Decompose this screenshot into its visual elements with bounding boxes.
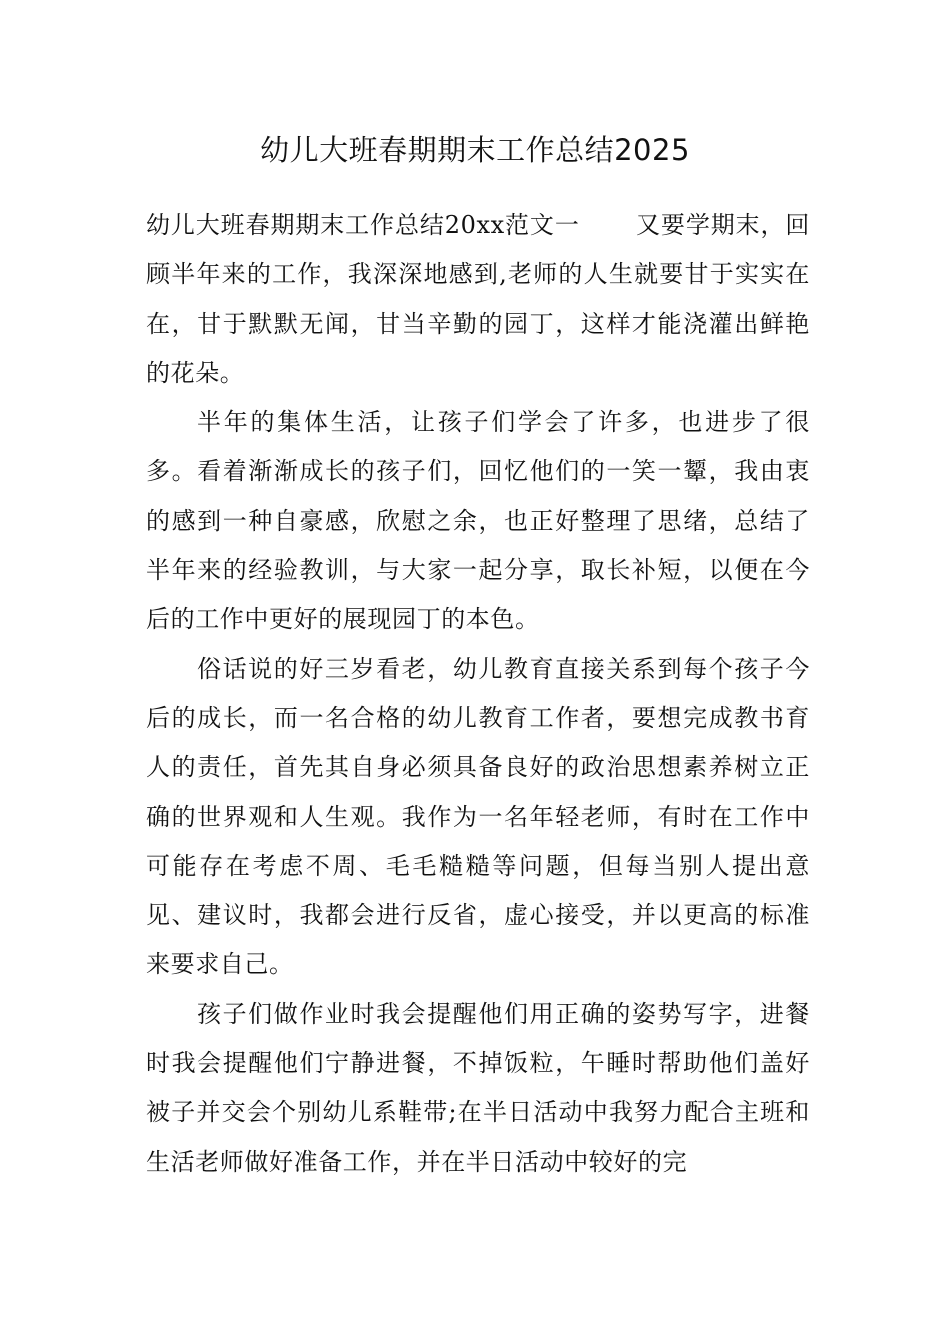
paragraph-1-lead: 幼儿大班春期期末工作总结20xx范文一 [146, 211, 580, 239]
paragraph-3: 俗话说的好三岁看老，幼儿教育直接关系到每个孩子今后的成长，而一名合格的幼儿教育工作者，要想完成教书育人的责任，首先其自身必须具备良好的政治思想素养树立正确的世界观和人生观。我作为一名年轻老师，有时在工作中可能存在考虑不周、毛毛糙糙等问题，但每当别人提出意见、建议时，我都会进行反省，虚心接受，并以更高的标准来要求自己。 [146, 654, 810, 979]
document-title: 幼儿大班春期期末工作总结2025 [260, 133, 690, 167]
paragraph-4: 孩子们做作业时我会提醒他们用正确的姿势写字，进餐时我会提醒他们宁静进餐，不掉饭粒，午睡时帮助他们盖好被子并交会个别幼儿系鞋带;在半日活动中我努力配合主班和生活老师做好准备工作，并在半日活动中较好的完 [146, 999, 810, 1176]
paragraph-1 [146, 201, 810, 398]
paragraph-2: 半年的集体生活，让孩子们学会了许多，也进步了很多。看着渐渐成长的孩子们，回忆他们的一笑一颦，我由衷的感到一种自豪感，欣慰之余，也正好整理了思绪，总结了半年来的经验教训，与大家一起分享，取长补短，以便在今后的工作中更好的展现园丁的本色。 [146, 408, 810, 634]
document-body [146, 201, 810, 1187]
paragraph-1-text: 又要学期末，回顾半年来的工作，我深深地感到,老师的人生就要甘于实实在在，甘于默默无闻，甘当辛勤的园丁，这样才能浇灌出鲜艳的花朵。 [146, 211, 810, 387]
